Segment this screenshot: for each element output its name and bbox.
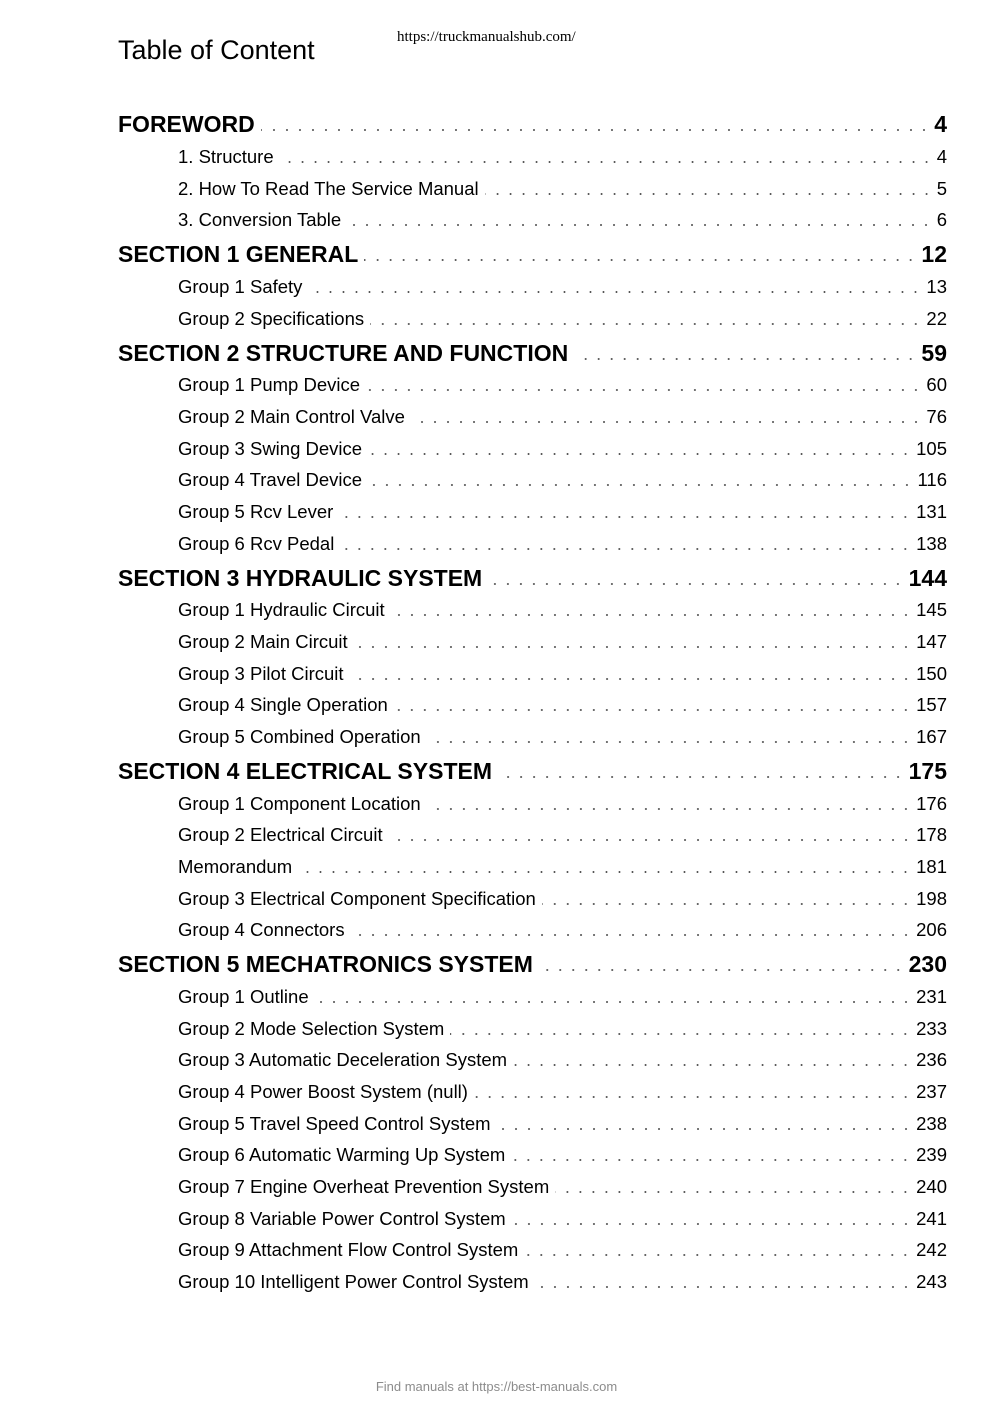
- dot-leader: [351, 934, 913, 936]
- toc-page-number: 241: [916, 1208, 947, 1229]
- dot-leader: [450, 1033, 912, 1035]
- toc-item-row[interactable]: [178, 662, 947, 686]
- dot-leader: [574, 358, 917, 360]
- toc-entry-title: SECTION 3 HYDRAULIC SYSTEM: [118, 565, 483, 591]
- toc-entry-title: SECTION 1 GENERAL: [118, 241, 359, 267]
- toc-item-row[interactable]: [178, 145, 947, 169]
- toc-entry-title: Group 5 Combined Operation: [178, 726, 421, 747]
- toc-item-row[interactable]: [178, 405, 947, 429]
- toc-page-number: 175: [908, 758, 947, 784]
- toc-section-row[interactable]: [118, 950, 947, 978]
- toc-entry-title: Group 4 Power Boost System (null): [178, 1081, 468, 1102]
- toc-page-number: 138: [916, 533, 947, 554]
- toc-page-number: 22: [926, 308, 947, 329]
- dot-leader: [347, 224, 933, 226]
- toc-entry-title: Group 3 Pilot Circuit: [178, 663, 344, 684]
- toc-entry-title: Group 2 Main Control Valve: [178, 406, 405, 427]
- toc-item-row[interactable]: [178, 823, 947, 847]
- toc-page-number: 237: [916, 1081, 947, 1102]
- toc-item-row[interactable]: [178, 468, 947, 492]
- toc-item-row[interactable]: [178, 693, 947, 717]
- dot-leader: [340, 548, 912, 550]
- toc-entry-title: Group 8 Variable Power Control System: [178, 1208, 506, 1229]
- toc-entry-title: Group 5 Rcv Lever: [178, 501, 334, 522]
- toc-page-number: 4: [936, 146, 947, 167]
- toc-section-row[interactable]: [118, 564, 947, 592]
- dot-leader: [339, 516, 912, 518]
- page-title: Table of Content: [118, 35, 315, 65]
- toc-page-number: 76: [926, 406, 947, 427]
- toc-entry-title: Group 2 Mode Selection System: [178, 1018, 445, 1039]
- toc-entry-title: Group 1 Hydraulic Circuit: [178, 599, 385, 620]
- toc-item-row[interactable]: [178, 1017, 947, 1041]
- dot-leader: [411, 421, 923, 423]
- toc-page-number: 238: [916, 1113, 947, 1134]
- toc-entry-title: Group 4 Single Operation: [178, 694, 388, 715]
- dot-leader: [350, 678, 913, 680]
- toc-entry-title: Group 4 Connectors: [178, 919, 345, 940]
- dot-leader: [539, 969, 905, 971]
- dot-leader: [555, 1191, 912, 1193]
- toc-page-number: 116: [917, 469, 947, 490]
- dot-leader: [427, 741, 912, 743]
- dot-leader: [474, 1096, 912, 1098]
- toc-item-row[interactable]: [178, 1270, 947, 1294]
- toc-item-row[interactable]: [178, 373, 947, 397]
- dot-leader: [315, 1001, 913, 1003]
- dot-leader: [280, 161, 933, 163]
- toc-section-row[interactable]: [118, 339, 947, 367]
- dot-leader: [535, 1286, 912, 1288]
- toc-page-number: 176: [916, 793, 947, 814]
- toc-item-row[interactable]: [178, 725, 947, 749]
- toc-item-row[interactable]: [178, 1048, 947, 1072]
- toc-entry-title: Group 1 Pump Device: [178, 374, 361, 395]
- toc-page-number: 5: [936, 178, 947, 199]
- toc-item-row[interactable]: [178, 1207, 947, 1231]
- toc-item-row[interactable]: [178, 1175, 947, 1199]
- toc-item-row[interactable]: [178, 630, 947, 654]
- toc-page-number: 13: [926, 276, 947, 297]
- toc-page-number: 147: [916, 631, 947, 652]
- dot-leader: [513, 1064, 912, 1066]
- toc-entry-title: SECTION 5 MECHATRONICS SYSTEM: [118, 951, 533, 977]
- dot-leader: [308, 291, 922, 293]
- toc-item-row[interactable]: [178, 918, 947, 942]
- dot-leader: [261, 129, 930, 131]
- dot-leader: [542, 903, 912, 905]
- toc-item-row[interactable]: [178, 437, 947, 461]
- toc-page-number: 150: [916, 663, 947, 684]
- toc-page-number: 239: [916, 1144, 947, 1165]
- toc-entry-title: Group 5 Travel Speed Control System: [178, 1113, 491, 1134]
- dot-leader: [389, 839, 913, 841]
- toc-page-number: 145: [916, 599, 947, 620]
- toc-item-row[interactable]: [178, 307, 947, 331]
- toc-entry-title: 2. How To Read The Service Manual: [178, 178, 479, 199]
- dot-leader: [366, 389, 922, 391]
- toc-page-number: 178: [916, 824, 947, 845]
- toc-page-number: 181: [916, 856, 947, 877]
- toc-item-row[interactable]: [178, 177, 947, 201]
- toc-entry-title: Group 3 Automatic Deceleration System: [178, 1049, 508, 1070]
- toc-section-row[interactable]: [118, 110, 947, 138]
- toc-page-number: 231: [916, 986, 947, 1007]
- toc-entry-title: 1. Structure: [178, 146, 274, 167]
- dot-leader: [364, 259, 917, 261]
- toc-item-row[interactable]: [178, 887, 947, 911]
- toc-page-number: 6: [936, 209, 947, 230]
- toc-entry-title: Group 3 Swing Device: [178, 438, 363, 459]
- toc-entry-title: Group 2 Electrical Circuit: [178, 824, 383, 845]
- toc-entry-title: Group 10 Intelligent Power Control System: [178, 1271, 529, 1292]
- dot-leader: [485, 193, 933, 195]
- dot-leader: [488, 583, 904, 585]
- dot-leader: [498, 776, 905, 778]
- toc-entry-title: Group 6 Automatic Warming Up System: [178, 1144, 506, 1165]
- toc-entry-title: Group 6 Rcv Pedal: [178, 533, 335, 554]
- toc-page-number: 131: [916, 501, 947, 522]
- dot-leader: [394, 709, 912, 711]
- dot-leader: [368, 453, 912, 455]
- toc-item-row[interactable]: [178, 275, 947, 299]
- toc-page-number: 105: [916, 438, 947, 459]
- toc-page-number: 230: [908, 951, 947, 977]
- toc-entry-title: Group 1 Outline: [178, 986, 309, 1007]
- toc-page-number: 167: [916, 726, 947, 747]
- toc-page-number: 233: [916, 1018, 947, 1039]
- toc-page-number: 206: [916, 919, 947, 940]
- toc-page-number: 59: [921, 340, 947, 366]
- toc-page-number: 236: [916, 1049, 947, 1070]
- toc-page-number: 12: [921, 241, 947, 267]
- toc-entry-title: Group 2 Main Circuit: [178, 631, 348, 652]
- toc-page-number: 198: [916, 888, 947, 909]
- toc-entry-title: Group 3 Electrical Component Specification: [178, 888, 536, 909]
- dot-leader: [497, 1128, 913, 1130]
- toc-item-row[interactable]: [178, 532, 947, 556]
- toc-entry-title: Group 2 Specifications: [178, 308, 365, 329]
- toc-entry-title: Group 9 Attachment Flow Control System: [178, 1239, 519, 1260]
- toc-entry-title: SECTION 2 STRUCTURE AND FUNCTION: [118, 340, 569, 366]
- dot-leader: [512, 1223, 912, 1225]
- dot-leader: [524, 1254, 912, 1256]
- toc-page-number: 60: [926, 374, 947, 395]
- toc-entry-title: Group 1 Safety: [178, 276, 303, 297]
- toc-section-row[interactable]: [118, 757, 947, 785]
- header-url[interactable]: https://truckmanualshub.com/: [397, 29, 576, 45]
- toc-item-row[interactable]: [178, 1080, 947, 1104]
- toc-item-row[interactable]: [178, 855, 947, 879]
- toc-entry-title: Memorandum: [178, 856, 293, 877]
- toc-entry-title: 3. Conversion Table: [178, 209, 342, 230]
- toc-item-row[interactable]: [178, 985, 947, 1009]
- dot-leader: [354, 646, 912, 648]
- toc-item-row[interactable]: [178, 598, 947, 622]
- toc-entry-title: Group 1 Component Location: [178, 793, 421, 814]
- toc-page-number: 157: [916, 694, 947, 715]
- toc-item-row[interactable]: [178, 1143, 947, 1167]
- toc-section-row[interactable]: [118, 240, 947, 268]
- toc-entry-title: FOREWORD: [118, 111, 255, 137]
- toc-page-number: 144: [908, 565, 947, 591]
- toc-item-row[interactable]: [178, 1238, 947, 1262]
- dot-leader: [370, 323, 922, 325]
- toc-item-row[interactable]: [178, 208, 947, 232]
- footer-note[interactable]: Find manuals at https://best-manuals.com: [375, 1379, 618, 1394]
- toc-entry-title: Group 4 Travel Device: [178, 469, 363, 490]
- dot-leader: [391, 614, 912, 616]
- dot-leader: [511, 1159, 912, 1161]
- toc-entry-title: Group 7 Engine Overheat Prevention System: [178, 1176, 550, 1197]
- toc-item-row[interactable]: [178, 500, 947, 524]
- dot-leader: [368, 484, 913, 486]
- toc-page-number: 240: [916, 1176, 947, 1197]
- toc-page-number: 4: [934, 111, 947, 137]
- dot-leader: [427, 808, 912, 810]
- dot-leader: [298, 871, 912, 873]
- toc-item-row[interactable]: [178, 1112, 947, 1136]
- toc-item-row[interactable]: [178, 792, 947, 816]
- toc-page-number: 243: [916, 1271, 947, 1292]
- toc-entry-title: SECTION 4 ELECTRICAL SYSTEM: [118, 758, 493, 784]
- toc-page-number: 242: [916, 1239, 947, 1260]
